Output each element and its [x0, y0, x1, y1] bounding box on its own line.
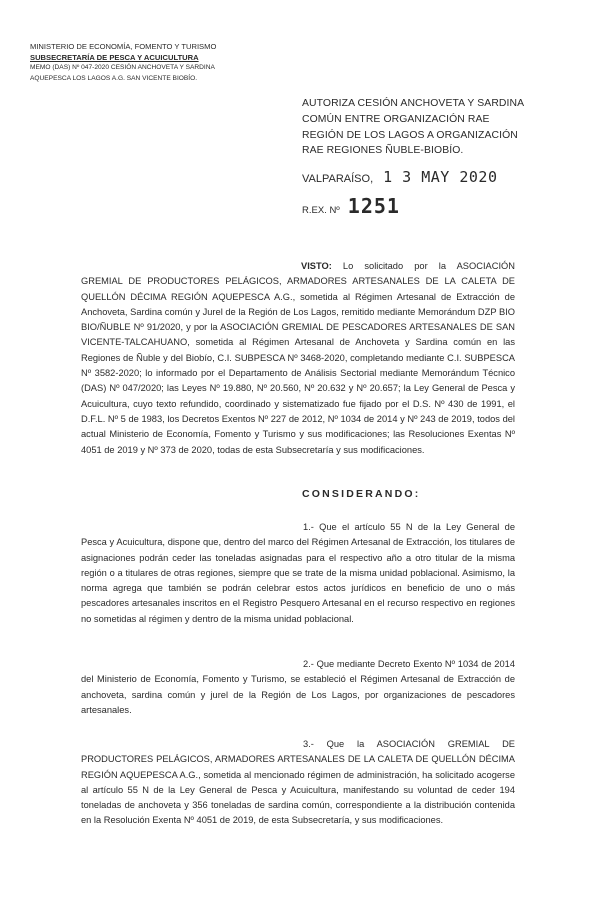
visto-paragraph — [81, 259, 515, 458]
paragraph-1-text: 1.- Que el artículo 55 N de la Ley General de Pesca y Acuicultura, dispone que, dentro del marco del Régimen Artesanal de Extracción, los titulares de asignaciones podrán ceder las toneladas asignadas para el respectivo año a otro titular de la misma región o a titulares de otras regiones, siempre que se trate de la misma unidad poblacional. Asimismo, la norma agrega que también se podrán celebrar estos actos jurídicos en beneficio de uno o más pescadores artesanales inscritos en el Registro Pesquero Artesanal en el recurso respectivo en regiones no sometidas al régimen y dentro de la misma unidad poblacional. — [81, 522, 515, 624]
considerando-paragraph-2 — [81, 657, 515, 718]
considerando-heading: CONSIDERANDO: — [302, 488, 421, 500]
rex-number-stamp: 1251 — [347, 194, 400, 218]
place-and-date — [302, 168, 498, 186]
subsecretaria-name: SUBSECRETARÍA DE PESCA Y ACUICULTURA — [30, 52, 199, 62]
memo-reference-line-2: AQUEPESCA LOS LAGOS A.G. SAN VICENTE BIOBÍO. — [30, 74, 198, 82]
visto-text: Lo solicitado por la ASOCIACIÓN GREMIAL DE PRODUCTORES PELÁGICOS, ARMADORES ARTESANALES DE LA CALETA DE QUELLÓN DÉCIMA REGIÓN AQUEPESCA A.G., sometida al Régimen Artesanal de Extracción de Anchoveta, Sardina común y Jurel de la Región de Los Lagos, remitido mediante Memorándum DZP BIO BIO/ÑUBLE Nº 91/2020, y por la ASOCIACIÓN GREMIAL DE PESCADORES ARTESANALES DE SAN VICENTE-TALCAHUANO, sometida al Régimen Artesanal de Anchoveta y Sardina común en las Regiones de Ñuble y del Biobío, C.I. SUBPESCA Nº 3468-2020, completando mediante C.I. SUBPESCA Nº 3582-2020; lo informado por el Departamento de Análisis Sectorial mediante Memorándum Técnico (DAS) Nº 047/2020; las Leyes Nº 19.880, Nº 20.560, Nº 20.632 y Nº 20.657; la Ley General de Pesca y Acuicultura, cuyo texto refundido, coordinado y sistematizado fue fijado por el D.S. Nº 430 de 1991, el D.F.L. Nº 5 de 1983, los Decretos Exentos Nº 227 de 2012, Nº 1034 de 2014 y Nº 243 de 2019, todos del actual Ministerio de Economía, Fomento y Turismo y sus modificaciones; las Resoluciones Exentas Nº 4051 de 2019 y Nº 373 de 2020, todas de esta Subsecretaría y sus modificaciones. — [81, 261, 515, 455]
paragraph-2-text: 2.- Que mediante Decreto Exento Nº 1034 de 2014 del Ministerio de Economía, Fomento y Turismo, se estableció el Régimen Artesanal de Extracción de anchoveta, sardina común y jurel de la Región de Los Lagos, por organizaciones de pescadores artesanales. — [81, 659, 515, 715]
considerando-paragraph-3 — [81, 737, 515, 829]
considerando-paragraph-1 — [81, 520, 515, 627]
rex-label: R.EX. Nº — [302, 205, 340, 216]
place: VALPARAÍSO, — [302, 173, 374, 185]
resolution-subject: AUTORIZA CESIÓN ANCHOVETA Y SARDINA COMÚN ENTRE ORGANIZACIÓN RAE REGIÓN DE LOS LAGOS A ORGANIZACIÓN RAE REGIONES ÑUBLE-BIOBÍO. — [302, 98, 524, 157]
paragraph-3-text: 3.- Que la ASOCIACIÓN GREMIAL DE PRODUCTORES PELÁGICOS, ARMADORES ARTESANALES DE LA CALETA DE QUELLÓN DÉCIMA REGIÓN AQUEPESCA A.G., sometida al mencionado régimen de administración, ha solicitado acogerse al artículo 55 N de la Ley General de Pesca y Acuicultura, manifestando su voluntad de ceder 194 toneladas de anchoveta y 356 toneladas de sardina común, correspondiente a la distribución contenida en la Resolución Exenta Nº 4051 de 2019, de esta Subsecretaría, y sus modificaciones. — [81, 739, 515, 826]
letterhead — [30, 42, 216, 84]
resolution-number — [302, 194, 400, 218]
memo-reference-line-1: MEMO (DAS) Nº 047-2020 CESIÓN ANCHOVETA Y SARDINA — [30, 64, 215, 72]
date-stamp: 1 3 MAY 2020 — [383, 168, 498, 186]
visto-label: VISTO: — [301, 261, 332, 271]
ministry-name: MINISTERIO DE ECONOMÍA, FOMENTO Y TURISMO — [30, 42, 217, 51]
